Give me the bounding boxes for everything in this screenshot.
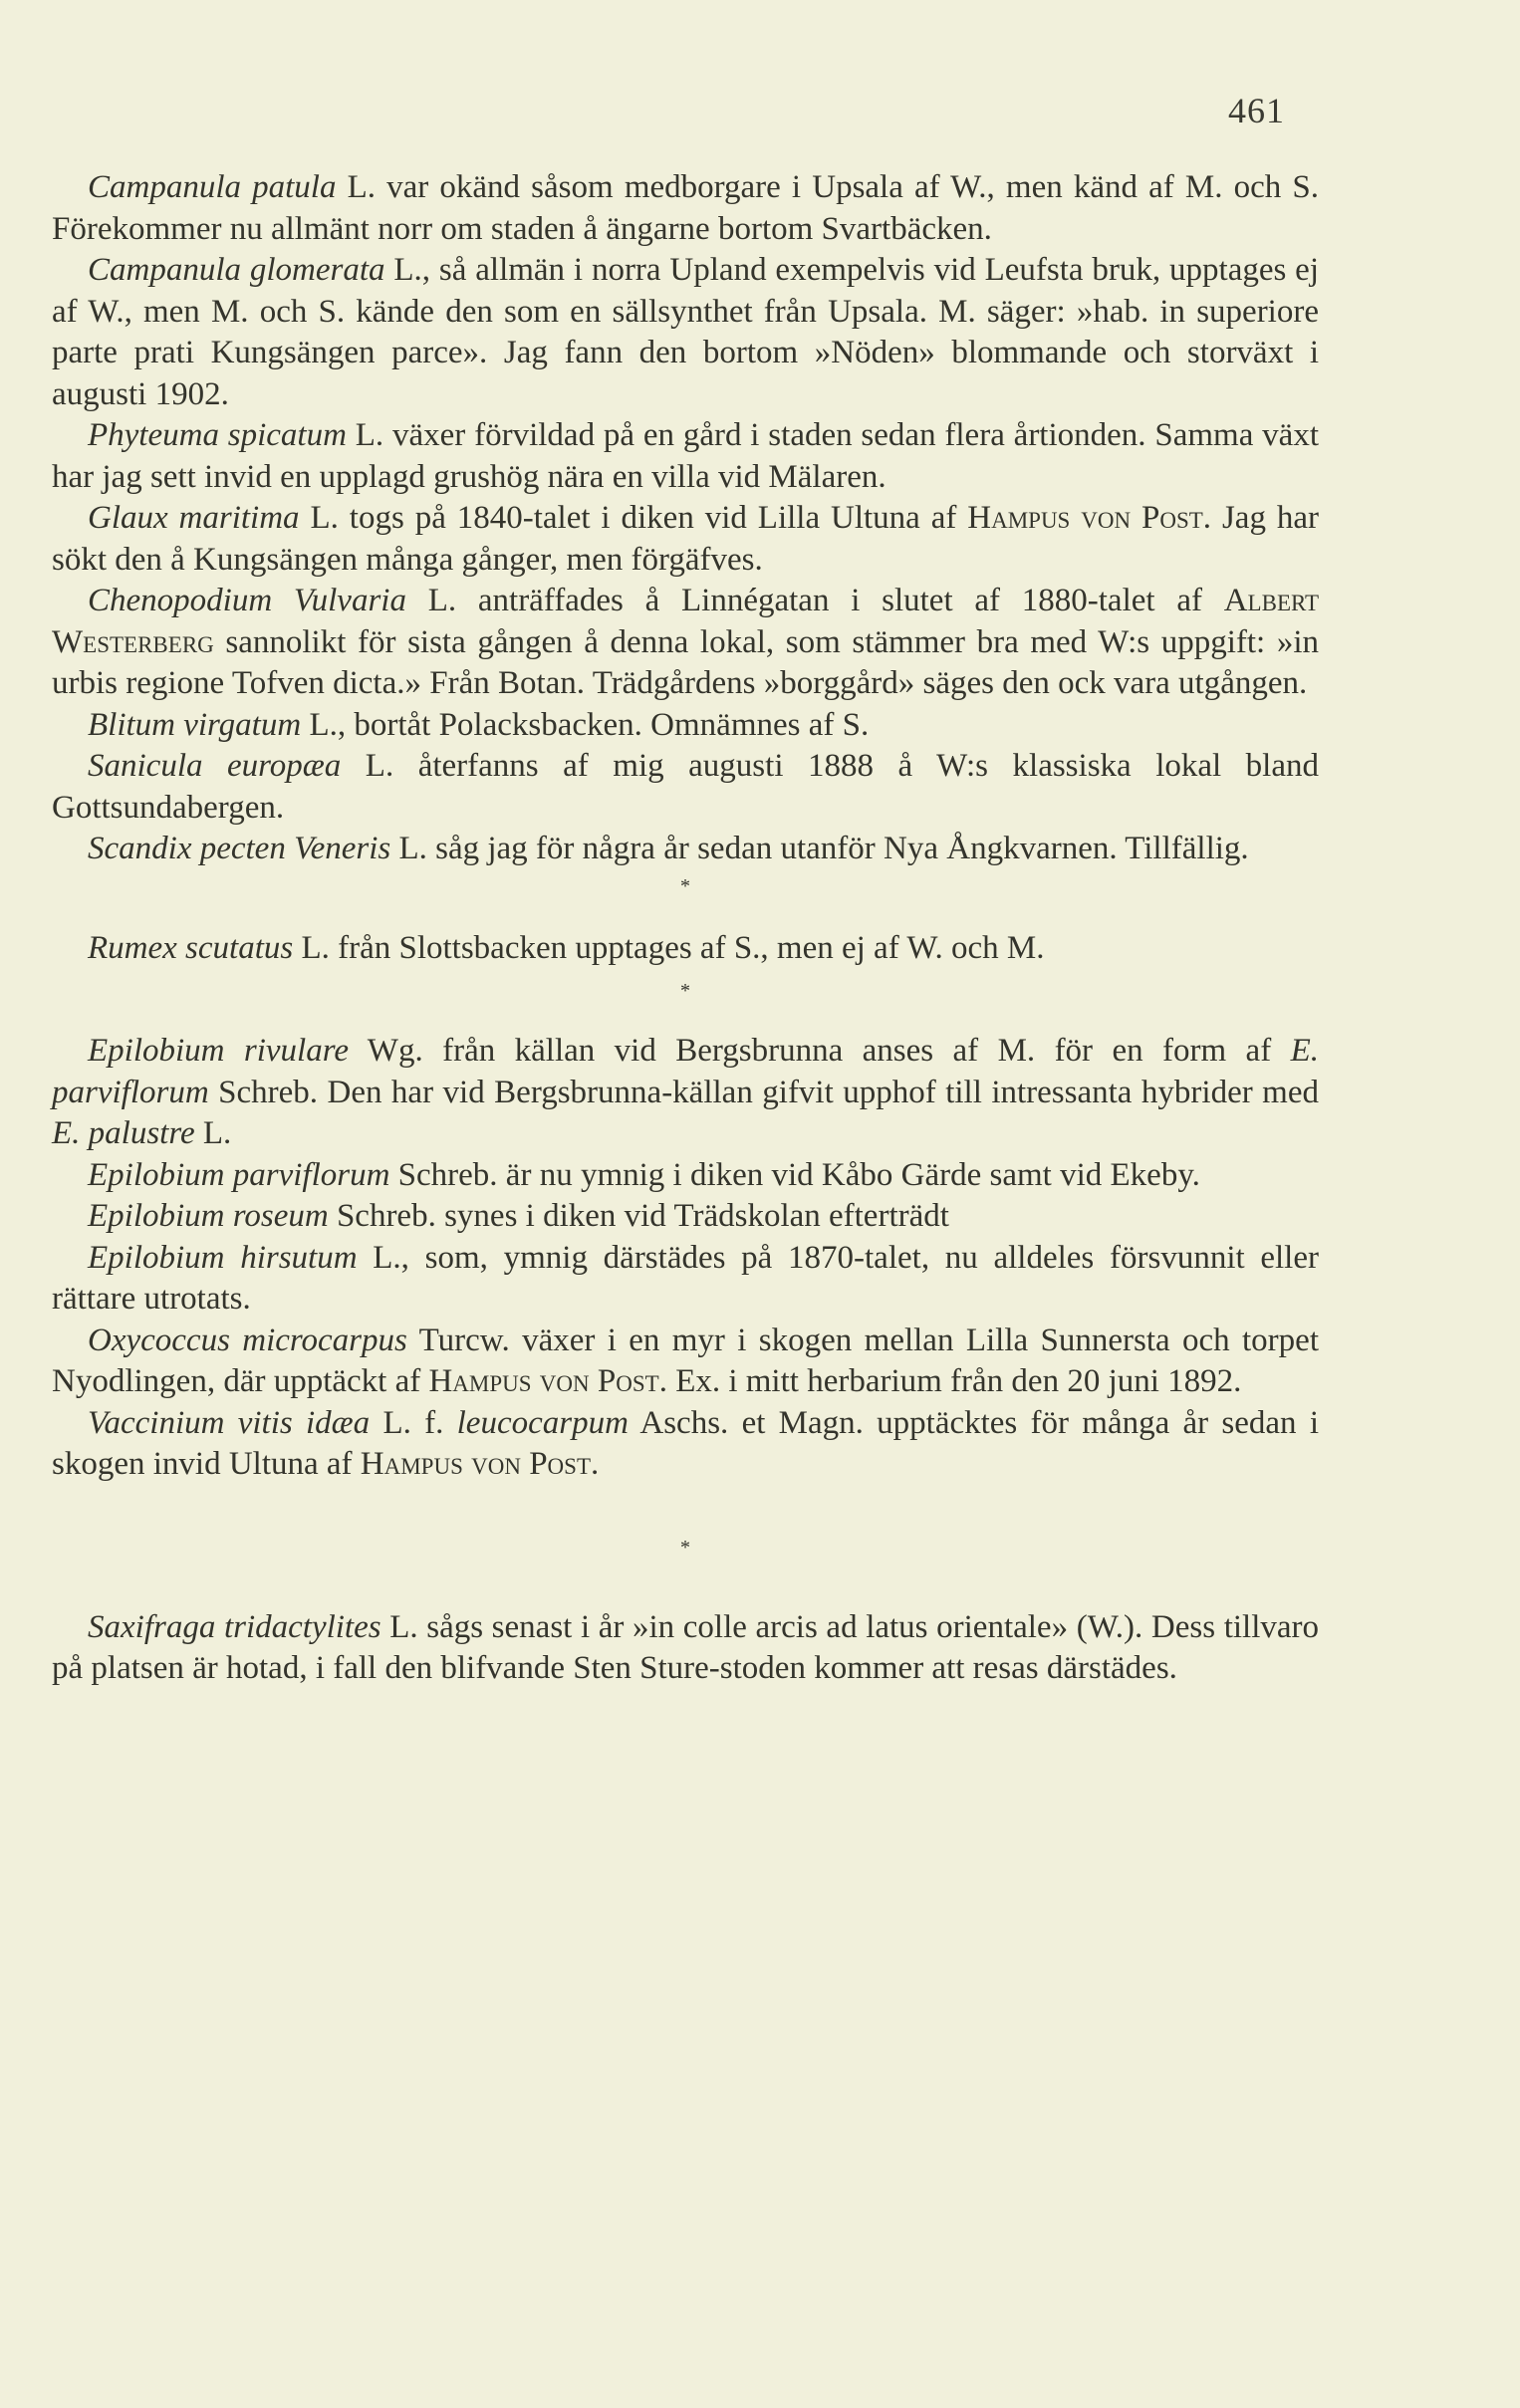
entry-text: . xyxy=(591,1446,600,1482)
entry-text: L. togs på 1840-talet i diken vid Lilla Ultuna af xyxy=(299,500,968,536)
species-name: Phyteuma spicatum xyxy=(88,417,347,453)
entry-text: . Ex. i mitt herbarium från den 20 juni 1892. xyxy=(658,1363,1242,1399)
entry-sanicula-europaea xyxy=(52,746,1319,829)
entry-text: L. f. xyxy=(370,1404,457,1441)
entry-text: L. såg jag för några år sedan utanför Nya Ångkvarnen. Tillfällig. xyxy=(390,831,1249,866)
species-name: Oxycoccus microcarpus xyxy=(88,1322,407,1358)
entry-text: L. från Slottsbacken upptages af S., men ej af W. och M. xyxy=(293,929,1045,966)
entry-epilobium-roseum xyxy=(52,1196,1319,1238)
species-name: Epilobium parviflorum xyxy=(88,1156,390,1193)
species-name: Campanula patula xyxy=(88,169,337,205)
entry-text: Schreb. är nu ymnig i diken vid Kåbo Gärde samt vid Ekeby. xyxy=(389,1156,1200,1193)
entry-epilobium-parviflorum xyxy=(52,1155,1319,1197)
entry-oxycoccus-microcarpus xyxy=(52,1321,1319,1403)
entry-text: Turcw. växer i en myr i skogen mellan Lilla Sunnersta och torpet Nyodlingen, där upptäckt af xyxy=(52,1322,1319,1399)
section-separator: * xyxy=(680,1536,690,1559)
entry-saxifraga-tridactylites xyxy=(52,1607,1319,1690)
species-name: Campanula glomerata xyxy=(88,252,385,288)
entry-text: L. anträffades å Linnégatan i slutet af 1880-talet af xyxy=(405,583,1224,618)
entry-text: L. sågs senast i år »in colle arcis ad latus orientale» (W.). Dess tillvaro på platsen är hotad, i fall den blifvande Sten Sture-stoden kommer att resas därstädes. xyxy=(52,1608,1320,1686)
entry-glaux-maritima xyxy=(52,498,1319,581)
entry-rumex-scutatus xyxy=(52,928,1319,970)
species-name: Vaccinium vitis idæa xyxy=(88,1404,371,1441)
species-name: E. palustre xyxy=(52,1115,195,1151)
entry-text: Aschs. et Magn. upptäcktes för många år sedan i skogen invid Ultuna af xyxy=(52,1404,1319,1482)
entry-text: . Jag har sökt den å Kungsängen många gånger, men förgäfves. xyxy=(52,500,1319,578)
entry-text: L., så allmän i norra Upland exempelvis vid Leufsta bruk, upptages ej af W., men M. och S. kände den som en sällsynthet från Upsala. M. säger: »hab. in superiore parte prati Kungsängen parce». Jag fann den bortom »Nöden» blommande och storväxt i augusti 1902. xyxy=(52,252,1319,412)
entry-chenopodium-vulvaria xyxy=(52,581,1319,705)
species-name: Rumex scutatus xyxy=(88,929,294,966)
entry-vaccinium-vitis-idaea xyxy=(52,1403,1319,1486)
entry-text: L., bortåt Polacksbacken. Omnämnes af S. xyxy=(301,706,870,743)
species-name: leucocarpum xyxy=(456,1404,629,1441)
species-name: Epilobium roseum xyxy=(88,1198,329,1234)
person-name: Hampus von Post xyxy=(967,500,1203,536)
section-separator: * xyxy=(680,980,690,1002)
species-name: Chenopodium Vulvaria xyxy=(88,583,406,618)
entry-text: L. xyxy=(194,1115,232,1151)
entry-text: L., som, ymnig därstädes på 1870-talet, nu alldeles försvunnit eller rättare utrotats. xyxy=(52,1239,1319,1317)
person-name: Albert Westerberg xyxy=(52,583,1319,660)
entry-scandix-pecten-veneris xyxy=(52,829,1319,870)
page-body xyxy=(52,167,1319,1690)
person-name: Hampus von Post xyxy=(360,1446,591,1482)
species-name: Blitum virgatum xyxy=(88,706,302,743)
entry-text: Wg. från källan vid Bergsbrunna anses af M. för en form af xyxy=(349,1033,1291,1069)
species-name: E. parviflorum xyxy=(52,1033,1320,1110)
person-name: Hampus von Post xyxy=(428,1363,659,1399)
entry-blitum-virgatum xyxy=(52,705,1319,747)
entry-campanula-glomerata xyxy=(52,250,1319,415)
species-name: Scandix pecten Veneris xyxy=(88,831,391,866)
entry-phyteuma-spicatum xyxy=(52,415,1319,498)
species-name: Epilobium hirsutum xyxy=(88,1239,358,1276)
page-number: 461 xyxy=(1228,91,1285,130)
species-name: Sanicula europæa xyxy=(88,748,342,784)
entry-epilobium-hirsutum xyxy=(52,1238,1319,1321)
entry-epilobium-rivulare xyxy=(52,1031,1319,1155)
species-name: Epilobium rivulare xyxy=(88,1033,349,1069)
species-name: Saxifraga tridactylites xyxy=(88,1608,381,1645)
species-name: Glaux maritima xyxy=(88,500,300,536)
section-separator: * xyxy=(680,874,690,897)
entry-text: L. var okänd såsom medborgare i Upsala af W., men känd af M. och S. Förekommer nu allmänt norr om staden å ängarne bortom Svartbäcken. xyxy=(52,169,1319,247)
entry-text: sannolikt för sista gången å denna lokal, som stämmer bra med W:s uppgift: »in urbis regione Tofven dicta.» Från Botan. Trädgårdens »borggård» säges den ock vara utgången. xyxy=(52,623,1319,701)
entry-campanula-patula xyxy=(52,167,1319,250)
entry-text: L. återfanns af mig augusti 1888 å W:s klassiska lokal bland Gottsundabergen. xyxy=(52,748,1320,826)
entry-text: Schreb. synes i diken vid Trädskolan efterträdt xyxy=(328,1198,949,1234)
entry-text: Schreb. Den har vid Bergsbrunna-källan gifvit upphof till intressanta hybrider med xyxy=(208,1074,1319,1110)
entry-text: L. växer förvildad på en gård i staden sedan flera årtionden. Samma växt har jag sett invid en upplagd grushög nära en villa vid Mälaren. xyxy=(52,417,1319,495)
